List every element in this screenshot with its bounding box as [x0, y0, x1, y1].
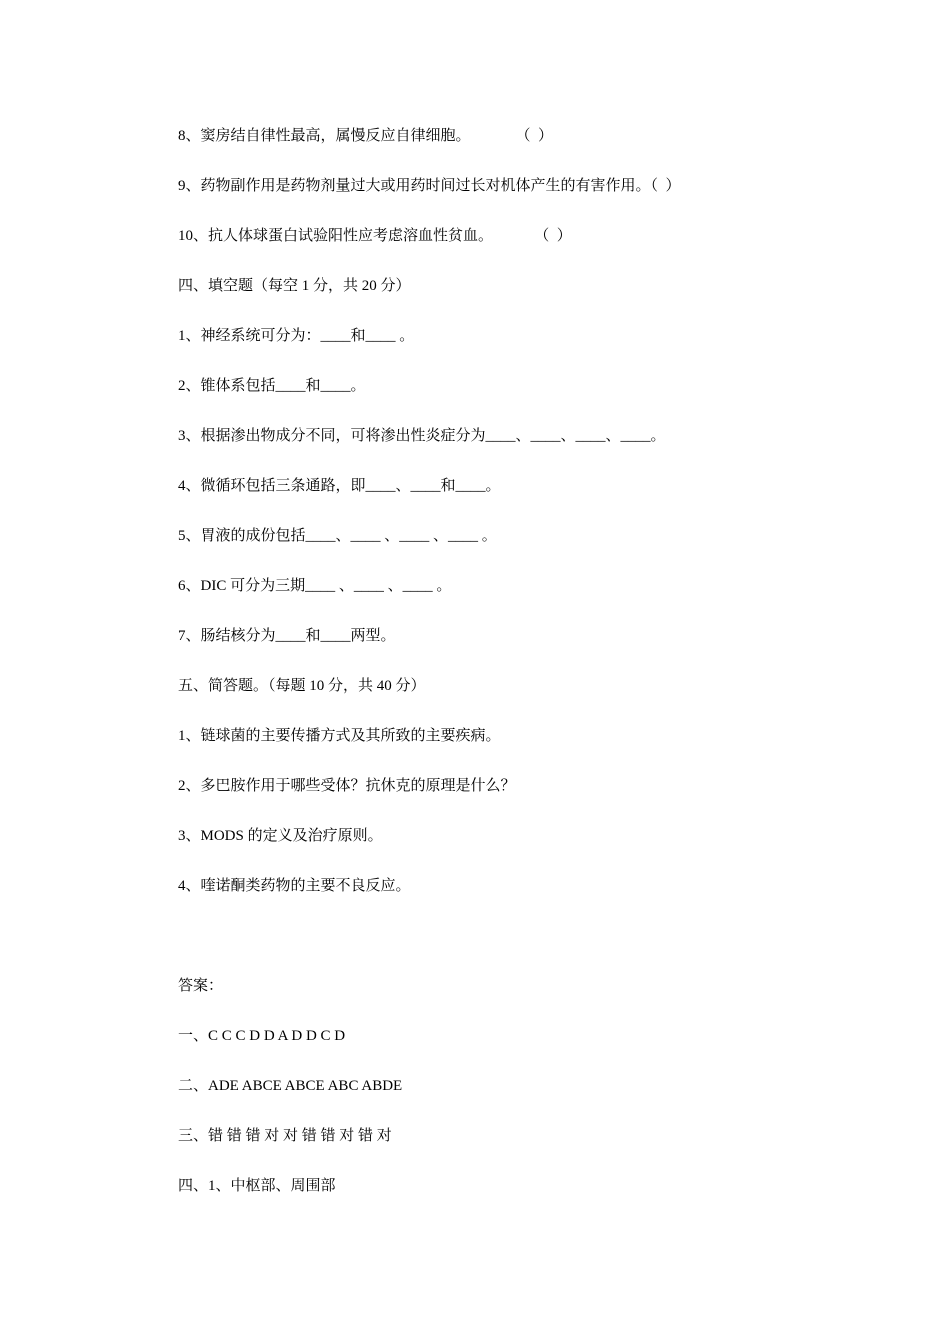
answers-section-1: 一、C C C D D A D D C D — [178, 1028, 346, 1044]
fill-blank-question-6: 6、DIC 可分为三期____ 、____ 、____ 。 — [178, 578, 452, 594]
fill-blank-question-2: 2、锥体系包括____和____。 — [178, 378, 366, 394]
fill-blank-question-1: 1、神经系统可分为：____和____ 。 — [178, 328, 415, 344]
tf-question-10: 10、抗人体球蛋白试验阳性应考虑溶血性贫血。 （ ） — [178, 228, 572, 244]
fill-blank-question-4: 4、微循环包括三条通路，即____、____和____。 — [178, 478, 501, 494]
short-answer-question-2: 2、多巴胺作用于哪些受体？抗休克的原理是什么？ — [178, 778, 516, 794]
answers-section-3: 三、错 错 错 对 对 错 错 对 错 对 — [178, 1128, 392, 1144]
fill-blank-question-5: 5、胃液的成份包括____、____ 、____ 、____ 。 — [178, 528, 497, 544]
fill-blank-heading: 四、填空题（每空 1 分，共 20 分） — [178, 278, 411, 294]
answers-section-4: 四、1、中枢部、周围部 — [178, 1178, 336, 1194]
tf-question-9: 9、药物副作用是药物剂量过大或用药时间过长对机体产生的有害作用。（ ） — [178, 178, 681, 194]
fill-blank-question-7: 7、肠结核分为____和____两型。 — [178, 628, 396, 644]
short-answer-heading: 五、简答题。（每题 10 分，共 40 分） — [178, 678, 426, 694]
short-answer-question-4: 4、喹诺酮类药物的主要不良反应。 — [178, 878, 411, 894]
answers-heading: 答案： — [178, 978, 224, 994]
fill-blank-question-3: 3、根据渗出物成分不同，可将渗出性炎症分为____、____、____、____。 — [178, 428, 666, 444]
short-answer-question-3: 3、MODS 的定义及治疗原则。 — [178, 828, 383, 844]
answers-section-2: 二、ADE ABCE ABCE ABC ABDE — [178, 1078, 403, 1094]
tf-question-8: 8、窦房结自律性最高，属慢反应自律细胞。 （ ） — [178, 128, 554, 144]
short-answer-question-1: 1、链球菌的主要传播方式及其所致的主要疾病。 — [178, 728, 501, 744]
